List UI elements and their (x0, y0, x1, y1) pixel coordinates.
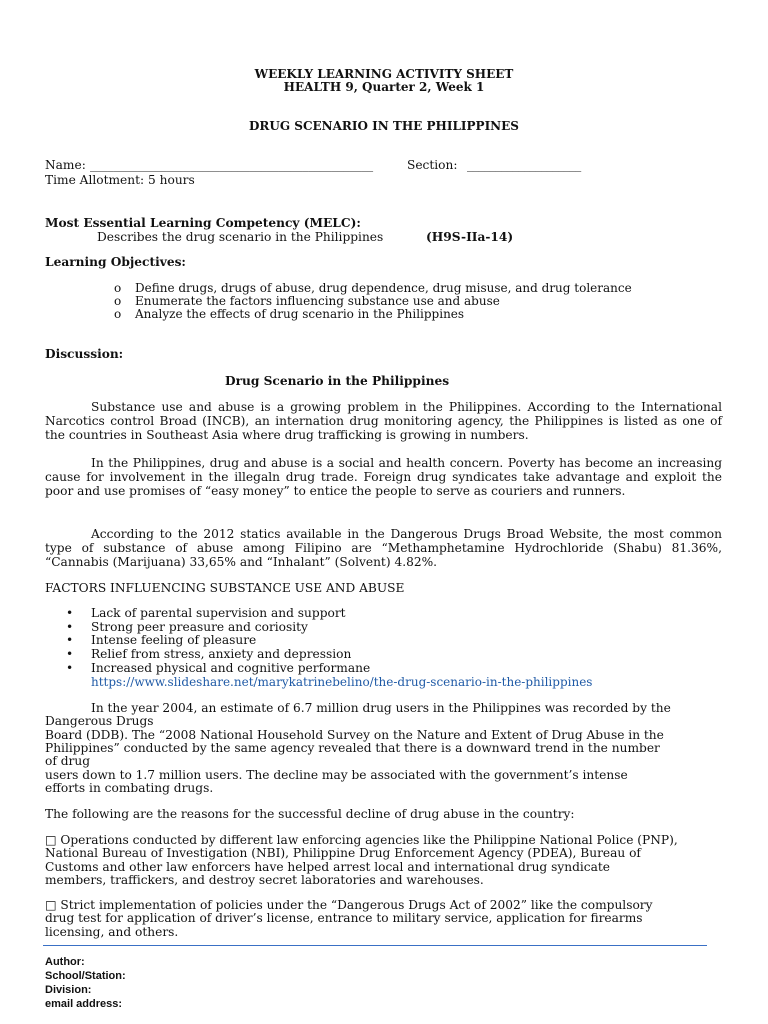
name-label: Name: (45, 158, 86, 172)
footer-author: Author: (45, 956, 85, 968)
paragraph-poverty: In the Philippines, drug and abuse is a social and health concern. Poverty has become an increasing cause for involvement in the illegaln drug trade. Foreign drug syndicates take advantage and exploit the poor and use promises of “easy money” to entice the people to serve as couriers and runners. (45, 456, 722, 499)
source-link[interactable]: https://www.slideshare.net/marykatrinebelino/the-drug-scenario-in-the-philippines (91, 675, 593, 689)
paragraph-2004-line: Dangerous Drugs (45, 714, 154, 728)
name-blank: ________________________________________________ (90, 158, 373, 172)
footer-email: email address: (45, 998, 123, 1010)
reason-line: □ Operations conducted by different law enforcing agencies like the Philippine National Police (PNP), (45, 833, 678, 847)
objective-text: Analyze the effects of drug scenario in the Philippines (135, 307, 465, 321)
paragraph-incb: Substance use and abuse is a growing problem in the Philippines. According to the International Narcotics control Broad (INCB), an internation drug monitoring agency, the Philippines is listed as one of the countries in Southeast Asia where drug trafficking is growing in numbers. (45, 400, 722, 443)
subject-line: HEALTH 9, Quarter 2, Week 1 (283, 80, 485, 94)
factor-text: Intense feeling of pleasure (91, 633, 257, 647)
bullet-icon: • (66, 620, 74, 634)
objective-text: Define drugs, drugs of abuse, drug dependence, drug misuse, and drug tolerance (135, 281, 632, 295)
objective-text: Enumerate the factors influencing substance use and abuse (135, 294, 500, 308)
objective-marker: o (114, 307, 122, 321)
footer-division: Division: (45, 984, 92, 996)
section-blank: ____________________ (467, 158, 581, 172)
discussion-heading: Discussion: (45, 347, 124, 361)
section-label: Section: (407, 158, 458, 172)
melc-code: (H9S-IIa-14) (426, 230, 514, 244)
sheet-title: WEEKLY LEARNING ACTIVITY SHEET (254, 67, 514, 81)
reason-line: members, traffickers, and destroy secret laboratories and warehouses. (45, 873, 484, 887)
footer-divider (43, 945, 707, 946)
time-allotment: Time Allotment: 5 hours (45, 173, 195, 187)
factor-text: Increased physical and cognitive performane (91, 661, 371, 675)
factor-text: Lack of parental supervision and support (91, 606, 346, 620)
factor-text: Strong peer preasure and coriosity (91, 620, 308, 634)
factors-heading: FACTORS INFLUENCING SUBSTANCE USE AND ABUSE (45, 581, 405, 595)
reason-line: □ Strict implementation of policies under the “Dangerous Drugs Act of 2002” like the compulsory (45, 898, 653, 912)
paragraph-2004-line: efforts in combating drugs. (45, 781, 214, 795)
factor-text: Relief from stress, anxiety and depression (91, 647, 352, 661)
reason-line: Customs and other law enforcers have helped arrest local and international drug syndicate (45, 860, 610, 874)
objective-marker: o (114, 294, 122, 308)
paragraph-2004-line: Board (DDB). The “2008 National Household Survey on the Nature and Extent of Drug Abuse in the (45, 728, 664, 742)
reason-line: drug test for application of driver’s license, entrance to military service, application for firearms (45, 911, 643, 925)
reason-line: National Bureau of Investigation (NBI), Philippine Drug Enforcement Agency (PDEA), Bureau of (45, 846, 641, 860)
paragraph-2004-line: of drug (45, 754, 91, 768)
paragraph-2004-line: users down to 1.7 million users. The decline may be associated with the government’s intense (45, 768, 628, 782)
bullet-icon: • (66, 661, 74, 675)
paragraph-2004-line: In the year 2004, an estimate of 6.7 million drug users in the Philippines was recorded by the (91, 701, 671, 715)
reasons-intro: The following are the reasons for the successful decline of drug abuse in the country: (45, 807, 575, 821)
melc-heading: Most Essential Learning Competency (MELC): (45, 216, 361, 230)
reason-line: licensing, and others. (45, 925, 179, 939)
discussion-subheading: Drug Scenario in the Philippines (225, 374, 450, 388)
melc-text: Describes the drug scenario in the Philippines (97, 230, 384, 244)
bullet-icon: • (66, 606, 74, 620)
bullet-icon: • (66, 633, 74, 647)
lesson-title: DRUG SCENARIO IN THE PHILIPPINES (249, 119, 519, 133)
footer-school: School/Station: (45, 970, 126, 982)
paragraph-statistics: According to the 2012 statics available in the Dangerous Drugs Broad Website, the most common type of substance of abuse among Filipino are “Methamphetamine Hydrochloride (Shabu) 81.36%, “Cannabis (Marijuana) 33,65% and “Inhalant” (Solvent) 4.82%. (45, 527, 722, 570)
bullet-icon: • (66, 647, 74, 661)
objective-marker: o (114, 281, 122, 295)
paragraph-2004-line: Philippines” conducted by the same agency revealed that there is a downward trend in the number (45, 741, 660, 755)
objectives-heading: Learning Objectives: (45, 255, 186, 269)
